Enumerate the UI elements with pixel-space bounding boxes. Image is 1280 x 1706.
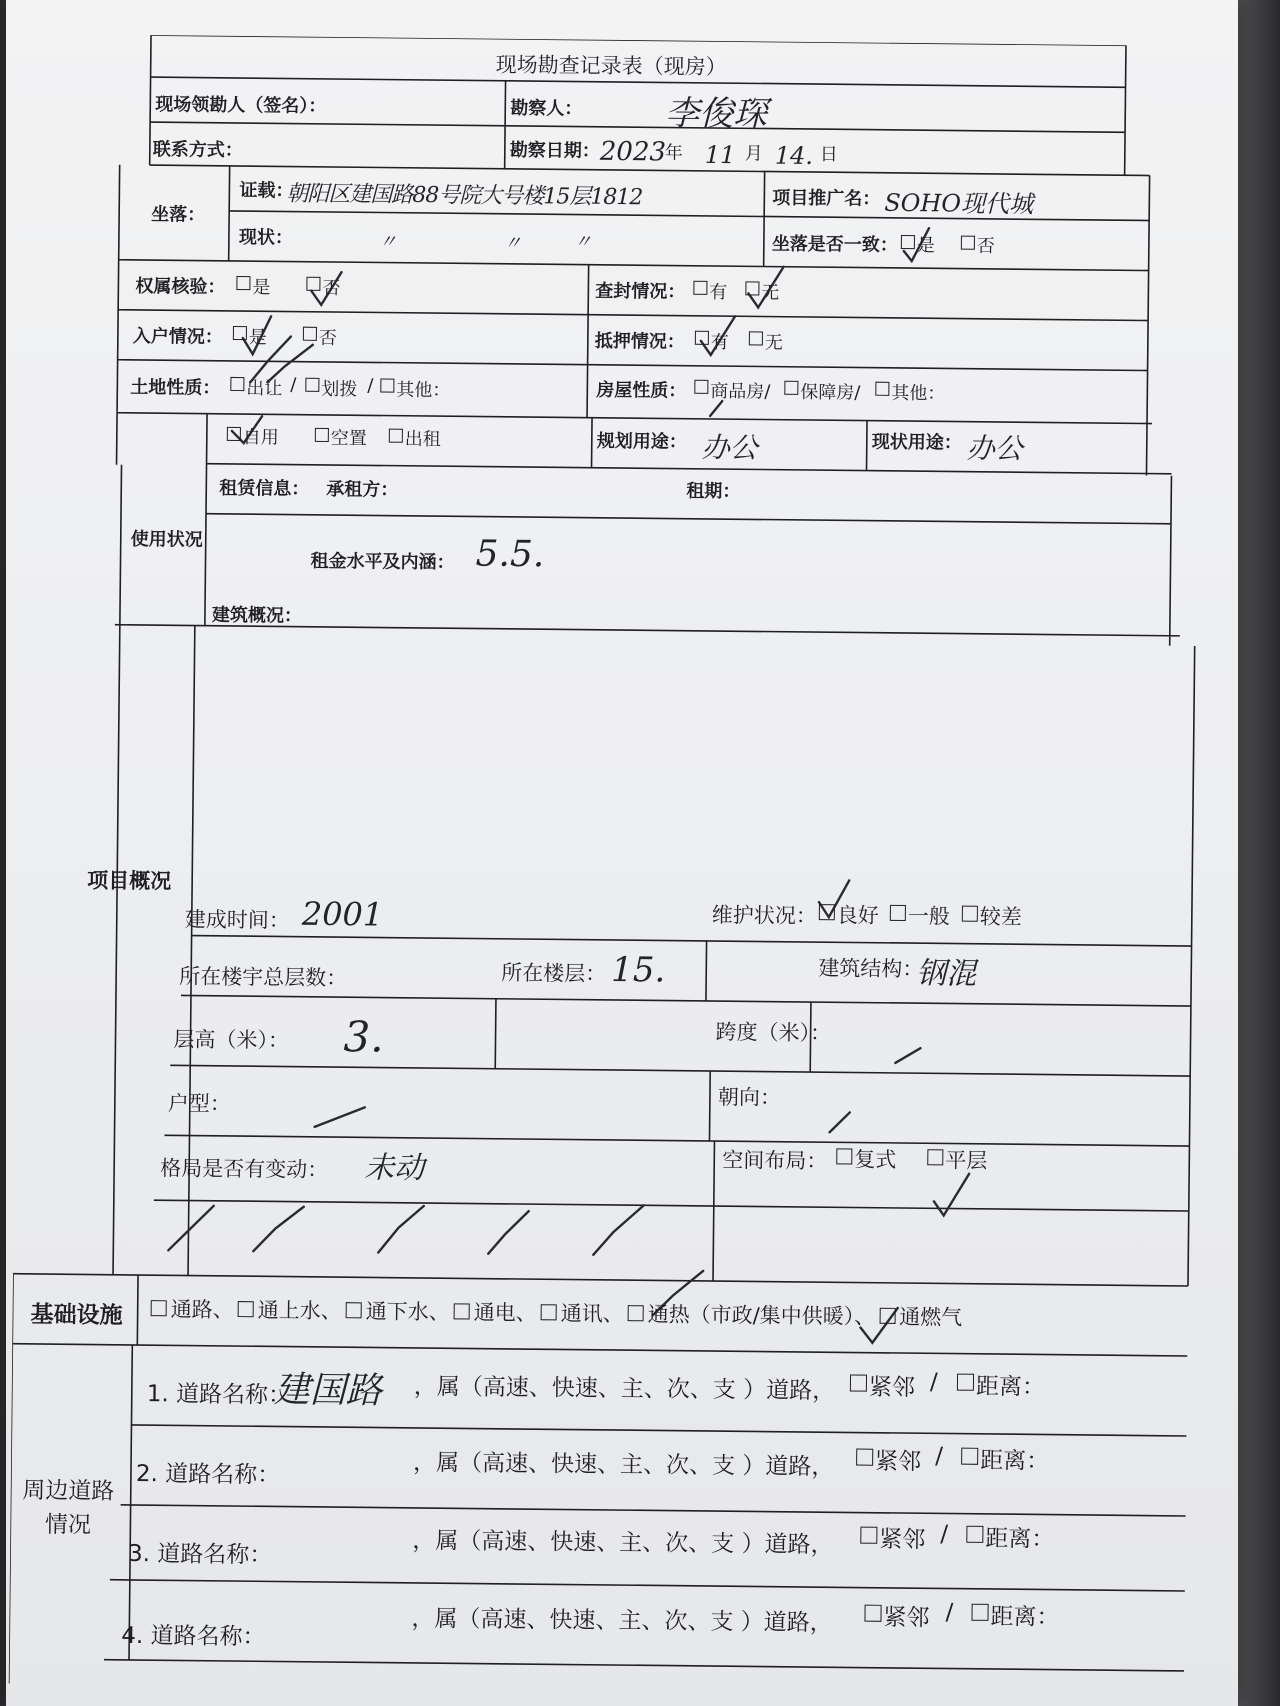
road-2-adjacent-text: 紧邻: [874, 1448, 922, 1476]
consistent-yes-text: 是: [916, 235, 935, 257]
tenant-label: 承租方：: [326, 478, 399, 501]
maintenance-poor-text: 较差: [979, 904, 1022, 930]
infra-gas-text: 通燃气: [899, 1304, 963, 1330]
land-allocate-text: 划拨: [321, 378, 358, 401]
road-2-distance-checkbox[interactable]: [961, 1448, 978, 1465]
ownership-yes-checkbox[interactable]: [236, 276, 250, 290]
land-sep-2: /: [367, 375, 374, 397]
road-2-distance-text: 距离：: [980, 1447, 1050, 1475]
current-use-value: 办公: [966, 431, 1023, 466]
orientation-label: 朝向：: [717, 1085, 782, 1110]
mortgage-have-text: 有: [710, 331, 729, 354]
consistent-no-checkbox[interactable]: [961, 236, 975, 250]
road-4-distance-text: 距离：: [990, 1603, 1060, 1631]
land-sep-1: /: [290, 374, 297, 396]
seal-none-checkbox[interactable]: [745, 281, 759, 295]
maintenance-average-text: 一般: [907, 904, 950, 929]
road-2-type-text: ，属（高速、快速、主、次、支 ）道路，: [412, 1449, 835, 1481]
built-year-value: 2001: [301, 894, 384, 934]
infra-road-text: 通路、: [170, 1297, 234, 1323]
seal-none-text: 无: [761, 282, 780, 304]
infra-telecom-checkbox[interactable]: [541, 1304, 557, 1320]
road-4-label: 4. 道路名称：: [121, 1622, 266, 1651]
road-3-adjacent-text: 紧邻: [879, 1526, 926, 1554]
maintenance-good-checkbox[interactable]: [819, 904, 835, 920]
infra-drainage-text: 通下水、: [365, 1299, 450, 1325]
building-overview-label: 建筑概况：: [211, 604, 303, 627]
certificate-address-value: 朝阳区建国路88号院大号楼15层1812: [286, 181, 643, 211]
total-floors-label: 所在楼宇总层数：: [179, 964, 348, 991]
infrastructure-section-label: 基础设施: [30, 1301, 123, 1329]
entry-yes-text: 是: [248, 327, 267, 349]
road-1-distance-text: 距离：: [975, 1373, 1046, 1401]
infra-drainage-checkbox[interactable]: [346, 1302, 362, 1318]
infra-water-supply-text: 通上水、: [257, 1298, 342, 1324]
road-2-adjacent-checkbox[interactable]: [856, 1449, 873, 1466]
rent-level-value: 5.5.: [475, 533, 545, 576]
road-1-type-text: ，属（高速、快速、主、次、支 ）道路，: [413, 1373, 836, 1405]
paper-sheet: [6, 0, 1238, 1706]
span-label: 跨度（米）：: [715, 1020, 832, 1046]
location-consistent-label: 坐落是否一致：: [771, 233, 898, 256]
road-2-label: 2. 道路名称：: [135, 1461, 281, 1489]
consistent-yes-checkbox[interactable]: [901, 235, 915, 249]
infra-gas-checkbox[interactable]: [879, 1308, 895, 1324]
mortgage-have-checkbox[interactable]: [695, 331, 709, 345]
land-nature-label: 土地性质：: [130, 376, 221, 399]
month-unit: 月: [744, 143, 763, 165]
structure-value: 钢混: [916, 956, 977, 992]
land-allocate-checkbox[interactable]: [305, 378, 319, 392]
ownership-no-checkbox[interactable]: [306, 277, 320, 291]
mortgage-none-checkbox[interactable]: [749, 331, 763, 345]
land-transfer-checkbox[interactable]: [230, 377, 244, 391]
roads-section-label-line2: 情况: [44, 1512, 92, 1539]
infra-heating-text: 通热（市政/集中供暖）、: [647, 1302, 876, 1329]
seal-have-text: 有: [709, 281, 728, 304]
usage-self-checkbox[interactable]: [227, 427, 241, 441]
infra-telecom-text: 通讯、: [560, 1301, 624, 1327]
land-other-text: 其他：: [396, 379, 451, 402]
road-3-distance-text: 距离：: [985, 1525, 1055, 1553]
lease-term-label: 租期：: [686, 480, 741, 503]
entry-no-text: 否: [318, 327, 337, 350]
rent-level-label: 租金水平及内涵：: [310, 550, 455, 574]
land-other-checkbox[interactable]: [380, 378, 394, 392]
house-affordable-checkbox[interactable]: [784, 381, 798, 395]
infra-heating-checkbox[interactable]: [628, 1305, 644, 1321]
layout-flat-checkbox[interactable]: [927, 1149, 943, 1165]
form-title: 现场勘查记录表（现房）: [495, 52, 727, 80]
ownership-yes-text: 是: [252, 277, 271, 299]
floor-value: 15.: [611, 949, 666, 991]
road-3-type-text: ，属（高速、快速、主、次、支 ）道路，: [412, 1527, 834, 1559]
maintenance-average-checkbox[interactable]: [890, 905, 906, 921]
layout-duplex-checkbox[interactable]: [836, 1148, 852, 1164]
usage-vacant-checkbox[interactable]: [315, 428, 329, 442]
infra-power-text: 通电、: [473, 1300, 537, 1326]
structure-label: 建筑结构：: [818, 956, 924, 982]
certificate-label: 证载：: [239, 180, 294, 202]
road-1-adjacent-checkbox[interactable]: [850, 1374, 867, 1391]
lease-info-label: 租赁信息：: [219, 477, 310, 500]
usage-rent-text: 出租: [404, 428, 441, 451]
road-3-distance-checkbox[interactable]: [966, 1526, 983, 1543]
mortgage-status-label: 抵押情况：: [594, 330, 685, 353]
unit-type-label: 户型：: [167, 1091, 231, 1116]
usage-rent-checkbox[interactable]: [389, 429, 403, 443]
road-3-adjacent-checkbox[interactable]: [860, 1527, 877, 1544]
house-affordable-text: 保障房/: [800, 381, 861, 404]
survey-month-value: 11: [704, 140, 736, 170]
seal-have-checkbox[interactable]: [693, 281, 707, 295]
floor-label: 所在楼层：: [501, 960, 607, 986]
floor-height-value: 3.: [343, 1012, 384, 1062]
location-label: 坐落：: [151, 204, 206, 226]
road-3-slash: /: [940, 1521, 949, 1548]
road-1-adjacent-text: 紧邻: [868, 1374, 916, 1402]
space-layout-label: 空间布局：: [722, 1148, 828, 1174]
house-nature-label: 房屋性质：: [596, 379, 687, 402]
layout-change-value: 未动: [363, 1150, 425, 1186]
project-section-label: 项目概况: [87, 868, 172, 894]
survey-date-label: 勘察日期：: [509, 139, 600, 162]
layout-flat-text: 平层: [945, 1148, 988, 1173]
ditto-mark-2: 〃: [503, 232, 522, 254]
house-other-checkbox[interactable]: [875, 382, 889, 396]
ditto-mark-1: 〃: [378, 231, 397, 253]
roads-section-label-line1: 周边道路: [22, 1477, 115, 1505]
road-1-label: 1. 道路名称：: [146, 1381, 292, 1409]
project-promo-name-label: 项目推广名：: [772, 187, 881, 210]
infra-water-supply-checkbox[interactable]: [238, 1301, 254, 1317]
planned-use-value: 办公: [701, 430, 758, 465]
road-2-slash: /: [935, 1443, 944, 1470]
leader-signature-label: 现场领勘人（签名）：: [155, 94, 327, 117]
ownership-no-text: 否: [322, 277, 341, 300]
entry-yes-checkbox[interactable]: [233, 326, 247, 340]
road-1-name-value: 建国路: [273, 1369, 383, 1412]
road-4-distance-checkbox[interactable]: [971, 1604, 988, 1621]
survey-form: [9, 34, 1216, 1696]
usage-self-text: 自用: [242, 427, 279, 449]
maintenance-good-text: 良好: [836, 903, 879, 928]
day-unit: 日: [819, 144, 838, 166]
entry-no-checkbox[interactable]: [303, 327, 317, 341]
floor-height-label: 层高（米）：: [173, 1027, 290, 1053]
maintenance-label: 维护状况：: [711, 902, 817, 929]
surveyor-signature: 李俊琛: [665, 93, 768, 135]
layout-change-label: 格局是否有变动：: [160, 1156, 329, 1182]
usage-section-label: 使用状况: [130, 528, 203, 551]
house-other-text: 其他：: [891, 382, 946, 405]
planned-use-label: 规划用途：: [596, 430, 687, 453]
layout-duplex-text: 复式: [854, 1147, 897, 1172]
ownership-verify-label: 权属核验：: [135, 275, 226, 298]
built-year-label: 建成时间：: [184, 907, 290, 933]
infra-road-checkbox[interactable]: [151, 1300, 167, 1316]
maintenance-poor-checkbox[interactable]: [962, 906, 978, 922]
land-transfer-text: 出让: [246, 378, 283, 400]
surveyor-label: 勘察人：: [510, 97, 583, 120]
entry-status-label: 入户情况：: [132, 325, 223, 348]
project-promo-name-value: SOHO现代城: [884, 188, 1034, 219]
current-state-label: 现状：: [238, 227, 294, 249]
ditto-mark-3: 〃: [573, 231, 592, 253]
mortgage-none-text: 无: [764, 332, 783, 354]
house-commercial-text: 商品房/: [710, 380, 771, 403]
road-4-type-text: ，属（高速、快速、主、次、支 ）道路，: [411, 1605, 833, 1637]
seal-status-label: 查封情况：: [595, 280, 686, 303]
road-1-distance-checkbox[interactable]: [957, 1374, 974, 1391]
road-4-adjacent-text: 紧邻: [883, 1604, 930, 1632]
road-4-slash: /: [945, 1599, 954, 1626]
road-3-label: 3. 道路名称：: [127, 1540, 273, 1569]
current-use-label: 现状用途：: [871, 431, 962, 454]
year-unit: 年: [664, 142, 683, 164]
road-4-adjacent-checkbox[interactable]: [864, 1605, 881, 1622]
consistent-no-text: 否: [976, 235, 995, 257]
survey-day-value: 14.: [774, 141, 814, 171]
roads-section-label: [10, 1474, 126, 1543]
house-commercial-checkbox[interactable]: [694, 380, 708, 394]
usage-vacant-text: 空置: [330, 427, 367, 450]
infra-power-checkbox[interactable]: [454, 1303, 470, 1319]
survey-year-value: 2023: [599, 136, 667, 168]
contact-label: 联系方式：: [152, 139, 243, 162]
road-1-slash: /: [929, 1369, 938, 1396]
